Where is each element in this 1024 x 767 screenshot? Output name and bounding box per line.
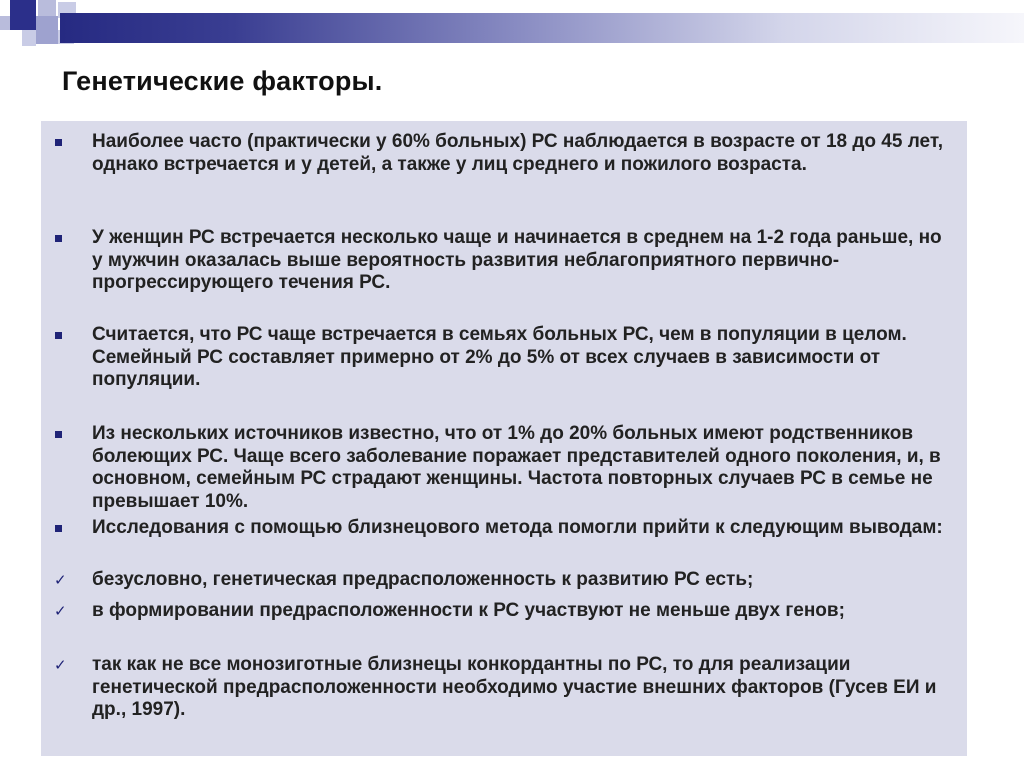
decor-square [38, 0, 56, 16]
list-item-text: Наиболее часто (практически у 60% больных) РС наблюдается в возрасте от 18 до 45 лет, однако встречается и у детей, а также у лиц среднего и пожилого возраста. [92, 131, 944, 175]
list-item-text: Из нескольких источников известно, что от 1% до 20% больных имеют родственников болеющих РС. Чаще всего заболевание поражает представителей одного поколения, и, в основном, семейным РС страдают женщины. Частота повторных случаев РС в семье не превышает 10%. [92, 423, 941, 512]
checkmark-icon: ✓ [54, 572, 67, 589]
content-panel [41, 121, 967, 756]
square-bullet-icon [55, 227, 62, 242]
list-item-text: безусловно, генетическая предрасположенность к развитию РС есть; [92, 569, 754, 590]
square-bullet-icon [55, 131, 62, 146]
checkmark-icon: ✓ [54, 603, 67, 620]
header-gradient-bar [60, 13, 1024, 43]
slide-title: Генетические факторы. [62, 66, 383, 96]
list-item-text: в формировании предрасположенности к РС участвуют не меньше двух генов; [92, 600, 845, 621]
decor-square [36, 16, 58, 44]
decor-square [10, 0, 36, 16]
list-item-text: так как не все монозиготные близнецы конкордантны по РС, то для реализации генетической предрасположенности необходимо участие внешних факторов (Гусев ЕИ и др., 1997). [92, 654, 937, 720]
decor-square [22, 30, 36, 46]
square-bullet-icon [55, 423, 62, 438]
list-item-text: Исследования с помощью близнецового метода помогли прийти к следующим выводам: [92, 517, 943, 538]
checkmark-icon: ✓ [54, 657, 67, 674]
list-item-text: У женщин РС встречается несколько чаще и начинается в среднем на 1-2 года раньше, но у мужчин оказалась выше вероятность развития неблагоприятного первично-прогрессирующего течения РС. [92, 227, 942, 293]
square-bullet-icon [55, 517, 62, 532]
decor-square [10, 16, 36, 30]
list-item-text: Считается, что РС чаще встречается в семьях больных РС, чем в популяции в целом. Семейный РС составляет примерно от 2% до 5% от всех случаев в зависимости от популяции. [92, 324, 907, 390]
square-bullet-icon [55, 324, 62, 339]
decor-square [0, 16, 10, 30]
